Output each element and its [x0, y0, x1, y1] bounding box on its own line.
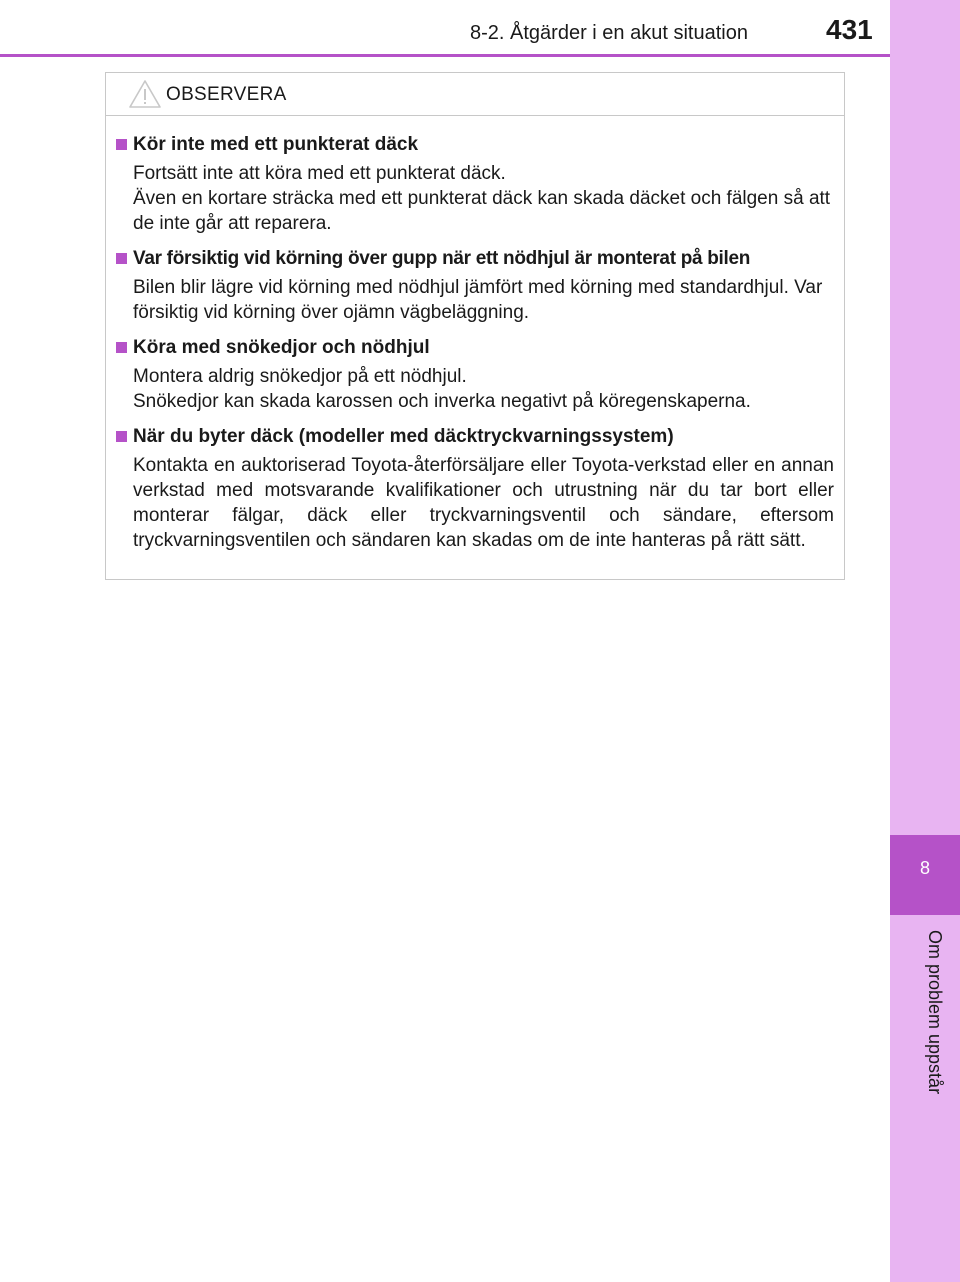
notice-title: OBSERVERA [166, 84, 287, 105]
item-heading-text: Kör inte med ett punkterat däck [133, 134, 419, 155]
item-heading-text: Köra med snökedjor och nödhjul [133, 337, 430, 358]
bullet-square-icon [116, 431, 127, 442]
item-heading-text: När du byter däck (modeller med däcktryckvarningssystem) [133, 426, 674, 447]
notice-item [116, 335, 834, 414]
item-text: Montera aldrig snökedjor på ett nödhjul. [133, 366, 467, 387]
notice-item [116, 246, 834, 325]
header-rule [0, 54, 890, 57]
chapter-title: Om problem uppstår [925, 930, 945, 1095]
bullet-square-icon [116, 139, 127, 150]
notice-item [116, 424, 834, 553]
item-heading-text: Var försiktig vid körning över gupp när ett nödhjul är monterat på bilen [133, 248, 751, 269]
notice-box [105, 72, 845, 580]
item-heading [116, 132, 834, 157]
notice-item [116, 132, 834, 236]
chapter-number: 8 [919, 858, 930, 878]
bullet-square-icon [116, 342, 127, 353]
item-text: Även en kortare sträcka med ett punkterat däck kan skada däcket och fälgen så att de inte går att reparera. [133, 188, 831, 234]
bullet-square-icon [116, 253, 127, 264]
item-text: Fortsätt inte att köra med ett punkterat däck. [133, 163, 506, 184]
item-heading [116, 424, 834, 449]
item-text: Bilen blir lägre vid körning med nödhjul jämfört med körning med standardhjul. Var försiktig vid körning över ojämn vägbeläggning. [133, 277, 823, 323]
item-text: Kontakta en auktoriserad Toyota-återförsäljare eller Toyota-verkstad eller en annan verkstad med motsvarande kvalifikationer och utrustning när du tar bort eller monterar fälgar, däck eller tryckvarningsventil och sändare, eftersom tryckvarningsventilen och sändaren kan skadas om de inte hanteras på rätt sätt. [133, 455, 834, 551]
page-number: 431 [826, 14, 873, 45]
notice-header [106, 73, 844, 116]
item-heading [116, 335, 834, 360]
notice-body [106, 116, 844, 553]
section-title: 8-2. Åtgärder i en akut situation [470, 22, 748, 44]
item-text: Snökedjor kan skada karossen och inverka negativt på köregenskaperna. [133, 391, 751, 412]
item-heading [116, 246, 834, 271]
warning-triangle-icon [128, 79, 162, 109]
